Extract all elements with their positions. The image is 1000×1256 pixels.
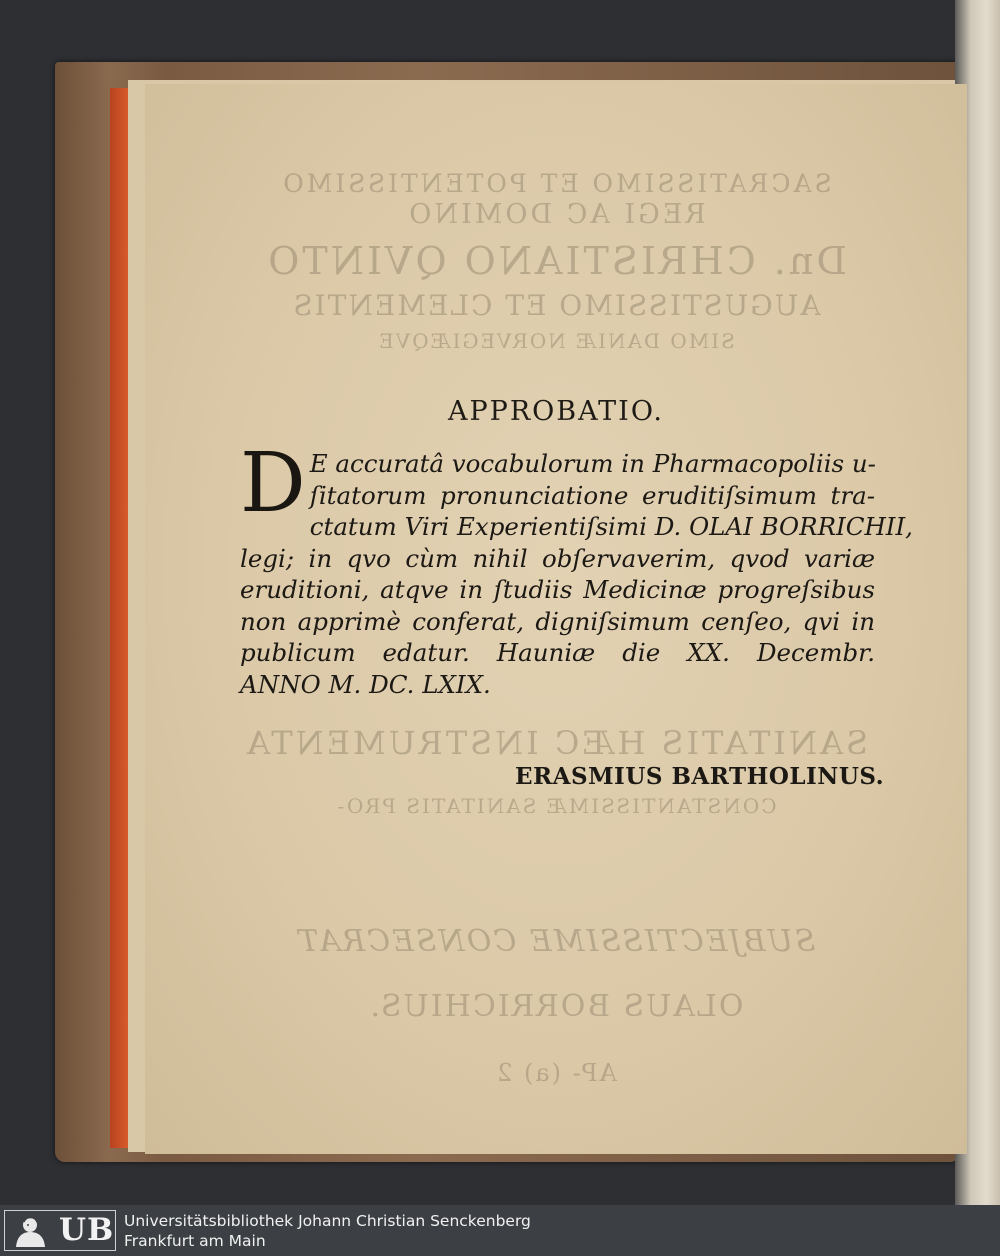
bleed-through-text: SACRATISSIMO ET POTENTISSIMO [280,169,832,198]
book-page [145,84,967,1154]
bleed-through-text: CONSTANTISSIMÆ SANITATIS PRO- [335,794,777,818]
text-line: E accuratâ vocabulorum in Pharmacopoliis u- [309,449,876,478]
bleed-through-text: Dn. CHRISTIANO QVINTO [265,239,847,283]
logo-text: UB [59,1212,115,1248]
bleed-through-text: AUGUSTISSIMO ET CLEMENTIS [291,289,821,322]
signature: ERASMIUS BARTHOLINUS. [515,763,885,790]
institution-line: Frankfurt am Main [124,1232,266,1250]
drop-capital: D [240,436,306,531]
text-line: ctatum Viri Experientiſsimi D. OLAI BORRICHII, [309,512,913,541]
text-line: ſitatorum pronunciatione eruditiſsimum tra- [309,480,875,510]
bleed-through-text: REGI AC DOMINO [406,199,706,230]
bleed-through-text: SANITATIS HÆC INSTRUMENTA [243,724,869,762]
institution-name [124,1211,531,1251]
text-line: non apprimè conferat, digniſsimum cenſeo, qvi in [240,606,875,636]
text-line: eruditioni, atqve in ſtudiis Medicinæ progreſsibus [240,575,875,604]
bleed-through-text: SUBJECTISSIME CONSECRAT [296,924,816,959]
page-heading: APPROBATIO. [448,396,664,427]
bleed-through-text: SIMO DANIÆ NORVEGIÆQVE [377,329,735,353]
bleed-through-text: AP- (a) 2 [495,1059,617,1087]
institution-line: Universitätsbibliothek Johann Christian Senckenberg [124,1212,531,1230]
text-line: legi; in qvo cùm nihil obſervaverim, qvod variæ [240,543,875,573]
approbatio-text [240,436,913,700]
text-line-last: ANNO M. DC. LXIX. [240,669,491,699]
library-banner [0,1205,1000,1256]
bust-portrait-icon [8,1214,56,1247]
ub-logo[interactable] [4,1210,116,1251]
bleed-through-text: OLAUS BORRICHIUS. [368,989,744,1024]
text-line: publicum edatur. Hauniæ die XX. Decembr. [240,638,875,667]
